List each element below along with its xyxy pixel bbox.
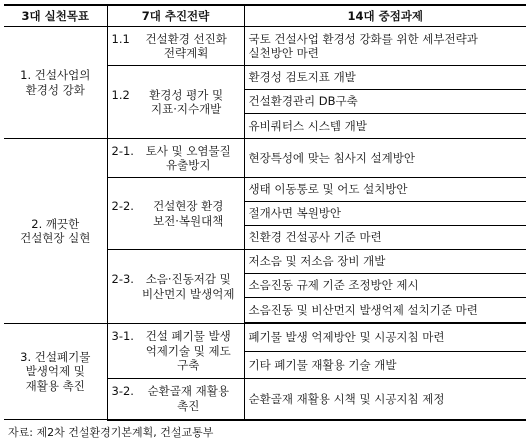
task-cell [244, 274, 526, 298]
goal-cell [4, 139, 107, 324]
strategy-number: 3-2. [111, 384, 134, 399]
task-cell [244, 298, 526, 323]
task-cell [244, 178, 526, 202]
strategy-cell [107, 379, 244, 420]
goal-cell [4, 27, 107, 139]
task-label: 친환경 건설공사 기준 마련 [248, 230, 382, 245]
strategy-number: 3-1. [111, 329, 134, 344]
task-label: 기타 폐기물 재활용 기술 개발 [248, 357, 397, 372]
task-label: 소음진동 규제 기준 조정방안 제시 [248, 278, 419, 293]
strategy-cell [107, 250, 244, 324]
task-cell [244, 90, 526, 114]
source-note: 자료: 제2차 건설환경기본계획, 건설교통부 [8, 426, 214, 439]
table-row [4, 139, 526, 178]
strategy-cell [107, 66, 244, 139]
strategy-label: 소음·진동저감 및 비산먼지 발생억제 [141, 272, 235, 301]
strategy-cell [107, 27, 244, 66]
goal-label: 1. 건설사업의 환경성 강화 [20, 68, 91, 97]
header-strategies: 7대 추진전략 [107, 5, 244, 27]
strategy-label: 건설환경 선진화 전략계획 [145, 31, 227, 60]
goal-cell [4, 324, 107, 420]
task-label: 유비쿼터스 시스템 개발 [248, 118, 367, 133]
task-cell [244, 250, 526, 274]
strategy-label: 환경성 평가 및 지표·지수개발 [149, 87, 224, 116]
strategy-cell [107, 178, 244, 250]
strategy-number: 2-2. [111, 199, 134, 214]
goal-label: 3. 건설폐기물 발생억제 및 재활용 촉진 [20, 349, 91, 393]
task-cell [244, 27, 526, 66]
strategy-number: 2-3. [111, 272, 134, 287]
strategy-label: 건설현장 환경 보전·복원대책 [153, 199, 224, 228]
task-label: 저소음 및 저소음 장비 개발 [248, 254, 386, 269]
task-cell [244, 114, 526, 139]
task-cell [244, 66, 526, 90]
task-cell [244, 226, 526, 250]
strategy-table [4, 4, 526, 421]
task-label: 건설환경관리 DB구축 [248, 94, 358, 109]
task-label: 국토 건설사업 환경성 강화를 위한 세부전략과 실천방안 마련 [248, 31, 478, 60]
strategy-cell [107, 324, 244, 379]
table-row [4, 324, 526, 352]
task-label: 절개사면 복원방안 [248, 206, 342, 221]
header-tasks: 14대 중점과제 [244, 5, 526, 27]
strategy-label: 순환골재 재활용 촉진 [147, 384, 229, 413]
task-label: 현장특성에 맞는 침사지 설계방안 [248, 150, 415, 165]
strategy-number: 1.2 [111, 87, 130, 102]
strategy-label: 건설 폐기물 발생 억제기술 및 제도 구축 [145, 329, 231, 373]
table-row [4, 27, 526, 66]
strategy-cell [107, 139, 244, 178]
task-label: 폐기물 발생 억제방안 및 시공지침 마련 [248, 330, 445, 345]
strategy-number: 2-1. [111, 143, 134, 158]
header-goals: 3대 실천목표 [4, 5, 107, 27]
task-cell [244, 202, 526, 226]
task-cell [244, 379, 526, 420]
strategy-label: 토사 및 오염물질 유출방지 [145, 143, 231, 172]
task-label: 환경성 검토지표 개발 [248, 70, 356, 85]
task-cell [244, 324, 526, 352]
task-label: 순환골재 재활용 시책 및 시공지침 제정 [248, 391, 445, 406]
strategy-number: 1.1 [111, 31, 130, 46]
task-cell [244, 139, 526, 178]
task-label: 소음진동 및 비산먼지 발생억제 설치기준 마련 [248, 302, 478, 317]
goal-label: 2. 깨끗한 건설현장 실현 [20, 216, 91, 245]
header-row [4, 5, 526, 27]
task-cell [244, 352, 526, 379]
task-label: 생태 이동통로 및 어도 설치방안 [248, 182, 408, 197]
